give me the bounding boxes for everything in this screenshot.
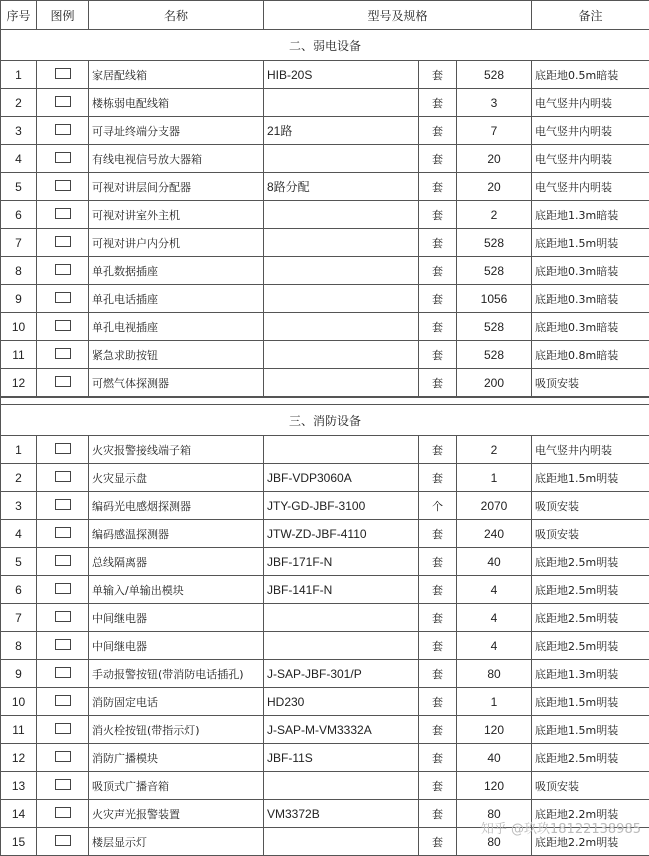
item-name: 有线电视信号放大器箱	[89, 145, 264, 173]
item-note: 底距地0.8m暗装	[532, 341, 649, 369]
item-unit: 套	[419, 800, 457, 828]
row-number: 5	[1, 548, 37, 576]
item-note: 吸顶安装	[532, 520, 649, 548]
table-row	[1, 436, 649, 464]
table-row	[1, 688, 649, 716]
item-note: 底距地1.5m明装	[532, 716, 649, 744]
item-unit: 套	[419, 520, 457, 548]
legend-symbol-icon	[55, 527, 71, 538]
row-number: 7	[1, 229, 37, 257]
item-model: HD230	[264, 688, 419, 716]
item-unit: 套	[419, 576, 457, 604]
item-quantity: 4	[457, 604, 532, 632]
item-quantity: 40	[457, 744, 532, 772]
table-row	[1, 492, 649, 520]
item-note: 电气竖井内明装	[532, 173, 649, 201]
header-no: 序号	[1, 1, 37, 30]
item-note: 底距地1.3m暗装	[532, 201, 649, 229]
item-model: HIB-20S	[264, 61, 419, 89]
item-name: 可视对讲室外主机	[89, 201, 264, 229]
section-2-header	[1, 30, 649, 61]
table-row	[1, 548, 649, 576]
item-note: 底距地2.5m明装	[532, 744, 649, 772]
item-note: 底距地2.2m明装	[532, 800, 649, 828]
item-name: 单孔电视插座	[89, 313, 264, 341]
item-quantity: 7	[457, 117, 532, 145]
item-name: 可燃气体探测器	[89, 369, 264, 398]
item-model	[264, 257, 419, 285]
item-model: J-SAP-JBF-301/P	[264, 660, 419, 688]
row-number: 6	[1, 576, 37, 604]
item-quantity: 40	[457, 548, 532, 576]
item-model: 8路分配	[264, 173, 419, 201]
row-number: 15	[1, 828, 37, 856]
header-row	[1, 1, 649, 30]
item-note: 底距地1.5m明装	[532, 464, 649, 492]
legend-symbol-icon	[37, 145, 89, 173]
item-note: 电气竖井内明装	[532, 89, 649, 117]
item-unit: 套	[419, 61, 457, 89]
legend-symbol-icon	[55, 236, 71, 247]
item-quantity: 80	[457, 660, 532, 688]
item-name: 总线隔离器	[89, 548, 264, 576]
item-unit: 套	[419, 688, 457, 716]
legend-symbol-icon	[37, 229, 89, 257]
table-row	[1, 89, 649, 117]
legend-symbol-icon	[37, 688, 89, 716]
item-note: 底距地2.5m明装	[532, 604, 649, 632]
item-model	[264, 632, 419, 660]
table-row	[1, 313, 649, 341]
row-number: 4	[1, 145, 37, 173]
item-name: 楼栋弱电配线箱	[89, 89, 264, 117]
section-2-title: 二、弱电设备	[1, 30, 649, 61]
item-quantity: 240	[457, 520, 532, 548]
section-3-header	[1, 405, 649, 436]
item-name: 中间继电器	[89, 632, 264, 660]
item-name: 吸顶式广播音箱	[89, 772, 264, 800]
legend-symbol-icon	[55, 376, 71, 387]
item-unit: 套	[419, 548, 457, 576]
item-quantity: 1	[457, 464, 532, 492]
item-quantity: 1056	[457, 285, 532, 313]
item-model: JBF-141F-N	[264, 576, 419, 604]
legend-symbol-icon	[37, 257, 89, 285]
row-number: 6	[1, 201, 37, 229]
item-unit: 套	[419, 201, 457, 229]
row-number: 4	[1, 520, 37, 548]
table-row	[1, 285, 649, 313]
table-row	[1, 173, 649, 201]
table-row	[1, 257, 649, 285]
row-number: 1	[1, 61, 37, 89]
row-number: 8	[1, 257, 37, 285]
item-unit: 套	[419, 632, 457, 660]
row-number: 2	[1, 464, 37, 492]
table-row	[1, 772, 649, 800]
item-quantity: 528	[457, 341, 532, 369]
legend-symbol-icon	[55, 180, 71, 191]
row-number: 7	[1, 604, 37, 632]
item-model	[264, 229, 419, 257]
item-name: 火灾显示盘	[89, 464, 264, 492]
legend-symbol-icon	[55, 292, 71, 303]
item-note: 底距地2.5m明装	[532, 632, 649, 660]
item-quantity: 3	[457, 89, 532, 117]
legend-symbol-icon	[37, 369, 89, 398]
row-number: 9	[1, 660, 37, 688]
item-note: 底距地1.3m明装	[532, 660, 649, 688]
item-note: 底距地0.3m暗装	[532, 257, 649, 285]
table-row	[1, 369, 649, 398]
item-quantity: 528	[457, 229, 532, 257]
item-model	[264, 313, 419, 341]
item-quantity: 120	[457, 716, 532, 744]
legend-symbol-icon	[55, 695, 71, 706]
item-note: 底距地2.5m明装	[532, 576, 649, 604]
legend-symbol-icon	[37, 576, 89, 604]
item-name: 单孔数据插座	[89, 257, 264, 285]
item-unit: 套	[419, 772, 457, 800]
item-name: 单输入/单输出模块	[89, 576, 264, 604]
item-quantity: 528	[457, 61, 532, 89]
item-model: VM3372B	[264, 800, 419, 828]
item-name: 中间继电器	[89, 604, 264, 632]
item-unit: 套	[419, 660, 457, 688]
item-model	[264, 369, 419, 398]
legend-symbol-icon	[55, 499, 71, 510]
table-row	[1, 229, 649, 257]
header-icon: 图例	[37, 1, 89, 30]
legend-symbol-icon	[55, 471, 71, 482]
item-note: 底距地0.5m暗装	[532, 61, 649, 89]
item-quantity: 2070	[457, 492, 532, 520]
item-unit: 套	[419, 173, 457, 201]
item-unit: 套	[419, 145, 457, 173]
legend-symbol-icon	[55, 320, 71, 331]
item-note: 底距地2.2m明装	[532, 828, 649, 856]
item-note: 底距地0.3m暗装	[532, 313, 649, 341]
item-model	[264, 828, 419, 856]
item-unit: 套	[419, 369, 457, 398]
item-name: 火灾声光报警装置	[89, 800, 264, 828]
item-unit: 套	[419, 341, 457, 369]
legend-symbol-icon	[55, 611, 71, 622]
item-model	[264, 145, 419, 173]
legend-symbol-icon	[37, 117, 89, 145]
item-name: 消防广播模块	[89, 744, 264, 772]
item-unit: 套	[419, 313, 457, 341]
item-name: 手动报警按钮(带消防电话插孔)	[89, 660, 264, 688]
legend-symbol-icon	[55, 835, 71, 846]
legend-symbol-icon	[37, 772, 89, 800]
item-unit: 个	[419, 492, 457, 520]
row-number: 3	[1, 492, 37, 520]
item-unit: 套	[419, 117, 457, 145]
item-quantity: 200	[457, 369, 532, 398]
legend-symbol-icon	[37, 548, 89, 576]
item-note: 电气竖井内明装	[532, 436, 649, 464]
item-quantity: 120	[457, 772, 532, 800]
row-number: 5	[1, 173, 37, 201]
item-unit: 套	[419, 89, 457, 117]
item-quantity: 20	[457, 173, 532, 201]
legend-symbol-icon	[55, 667, 71, 678]
row-number: 8	[1, 632, 37, 660]
item-quantity: 528	[457, 313, 532, 341]
legend-symbol-icon	[55, 555, 71, 566]
table-row	[1, 744, 649, 772]
legend-symbol-icon	[37, 313, 89, 341]
item-model: J-SAP-M-VM3332A	[264, 716, 419, 744]
item-note: 电气竖井内明装	[532, 145, 649, 173]
legend-symbol-icon	[55, 723, 71, 734]
item-unit: 套	[419, 257, 457, 285]
item-name: 编码感温探测器	[89, 520, 264, 548]
legend-symbol-icon	[55, 807, 71, 818]
legend-symbol-icon	[55, 583, 71, 594]
legend-symbol-icon	[55, 443, 71, 454]
header-name: 名称	[89, 1, 264, 30]
header-note: 备注	[532, 1, 649, 30]
item-unit: 套	[419, 744, 457, 772]
legend-symbol-icon	[37, 464, 89, 492]
row-number: 1	[1, 436, 37, 464]
table-row	[1, 660, 649, 688]
legend-symbol-icon	[37, 716, 89, 744]
item-quantity: 2	[457, 201, 532, 229]
table-row	[1, 520, 649, 548]
item-unit: 套	[419, 716, 457, 744]
legend-symbol-icon	[55, 124, 71, 135]
item-unit: 套	[419, 604, 457, 632]
table-row	[1, 464, 649, 492]
item-quantity: 20	[457, 145, 532, 173]
item-model	[264, 772, 419, 800]
item-note: 吸顶安装	[532, 369, 649, 398]
legend-symbol-icon	[55, 779, 71, 790]
item-quantity: 4	[457, 632, 532, 660]
item-model: 21路	[264, 117, 419, 145]
legend-symbol-icon	[37, 828, 89, 856]
item-note: 底距地1.5m明装	[532, 229, 649, 257]
item-name: 可寻址终端分支器	[89, 117, 264, 145]
legend-symbol-icon	[37, 285, 89, 313]
table-row	[1, 117, 649, 145]
section-3-body	[1, 436, 649, 856]
row-number: 14	[1, 800, 37, 828]
item-quantity: 2	[457, 436, 532, 464]
row-number: 12	[1, 744, 37, 772]
item-unit: 套	[419, 285, 457, 313]
item-model: JBF-171F-N	[264, 548, 419, 576]
legend-symbol-icon	[37, 492, 89, 520]
row-number: 3	[1, 117, 37, 145]
watermark: 知乎 @玖玖18122138985	[481, 818, 641, 837]
legend-symbol-icon	[55, 639, 71, 650]
row-number: 2	[1, 89, 37, 117]
item-name: 楼层显示灯	[89, 828, 264, 856]
item-name: 火灾报警接线端子箱	[89, 436, 264, 464]
item-note: 吸顶安装	[532, 492, 649, 520]
item-note: 电气竖井内明装	[532, 117, 649, 145]
legend-symbol-icon	[55, 152, 71, 163]
table-row	[1, 145, 649, 173]
legend-symbol-icon	[37, 632, 89, 660]
item-name: 可视对讲户内分机	[89, 229, 264, 257]
legend-symbol-icon	[37, 173, 89, 201]
item-unit: 套	[419, 828, 457, 856]
legend-symbol-icon	[37, 604, 89, 632]
section-3-title: 三、消防设备	[1, 405, 649, 436]
legend-symbol-icon	[37, 800, 89, 828]
table-row	[1, 61, 649, 89]
legend-symbol-icon	[37, 744, 89, 772]
legend-symbol-icon	[37, 201, 89, 229]
item-quantity: 1	[457, 688, 532, 716]
table-row	[1, 201, 649, 229]
legend-symbol-icon	[37, 436, 89, 464]
item-model: JTY-GD-JBF-3100	[264, 492, 419, 520]
legend-symbol-icon	[37, 89, 89, 117]
legend-symbol-icon	[55, 68, 71, 79]
item-model	[264, 604, 419, 632]
item-note: 底距地2.5m明装	[532, 548, 649, 576]
row-number: 12	[1, 369, 37, 398]
item-quantity: 80	[457, 828, 532, 856]
legend-symbol-icon	[55, 264, 71, 275]
row-number: 13	[1, 772, 37, 800]
legend-symbol-icon	[55, 751, 71, 762]
item-note: 底距地1.5m明装	[532, 688, 649, 716]
legend-symbol-icon	[55, 96, 71, 107]
item-model: JBF-11S	[264, 744, 419, 772]
row-number: 11	[1, 716, 37, 744]
table-row	[1, 716, 649, 744]
legend-symbol-icon	[55, 348, 71, 359]
item-model	[264, 201, 419, 229]
item-unit: 套	[419, 229, 457, 257]
item-name: 消火栓按钮(带指示灯)	[89, 716, 264, 744]
item-model	[264, 89, 419, 117]
legend-symbol-icon	[55, 208, 71, 219]
item-name: 可视对讲层间分配器	[89, 173, 264, 201]
item-note: 吸顶安装	[532, 772, 649, 800]
item-name: 编码光电感烟探测器	[89, 492, 264, 520]
table-row	[1, 632, 649, 660]
row-number: 11	[1, 341, 37, 369]
legend-symbol-icon	[37, 520, 89, 548]
item-name: 单孔电话插座	[89, 285, 264, 313]
row-number: 9	[1, 285, 37, 313]
table-row	[1, 604, 649, 632]
item-quantity: 80	[457, 800, 532, 828]
section-divider	[1, 397, 649, 405]
table-row	[1, 576, 649, 604]
item-quantity: 4	[457, 576, 532, 604]
item-unit: 套	[419, 436, 457, 464]
header-model: 型号及规格	[264, 1, 532, 30]
item-name: 紧急求助按钮	[89, 341, 264, 369]
item-model: JTW-ZD-JBF-4110	[264, 520, 419, 548]
item-model	[264, 341, 419, 369]
item-quantity: 528	[457, 257, 532, 285]
row-number: 10	[1, 313, 37, 341]
item-model	[264, 285, 419, 313]
item-model: JBF-VDP3060A	[264, 464, 419, 492]
legend-symbol-icon	[37, 61, 89, 89]
item-name: 家居配线箱	[89, 61, 264, 89]
item-unit: 套	[419, 464, 457, 492]
table-row	[1, 341, 649, 369]
item-name: 消防固定电话	[89, 688, 264, 716]
legend-symbol-icon	[37, 341, 89, 369]
section-2-body	[1, 61, 649, 398]
item-model	[264, 436, 419, 464]
item-note: 底距地0.3m暗装	[532, 285, 649, 313]
legend-symbol-icon	[37, 660, 89, 688]
row-number: 10	[1, 688, 37, 716]
